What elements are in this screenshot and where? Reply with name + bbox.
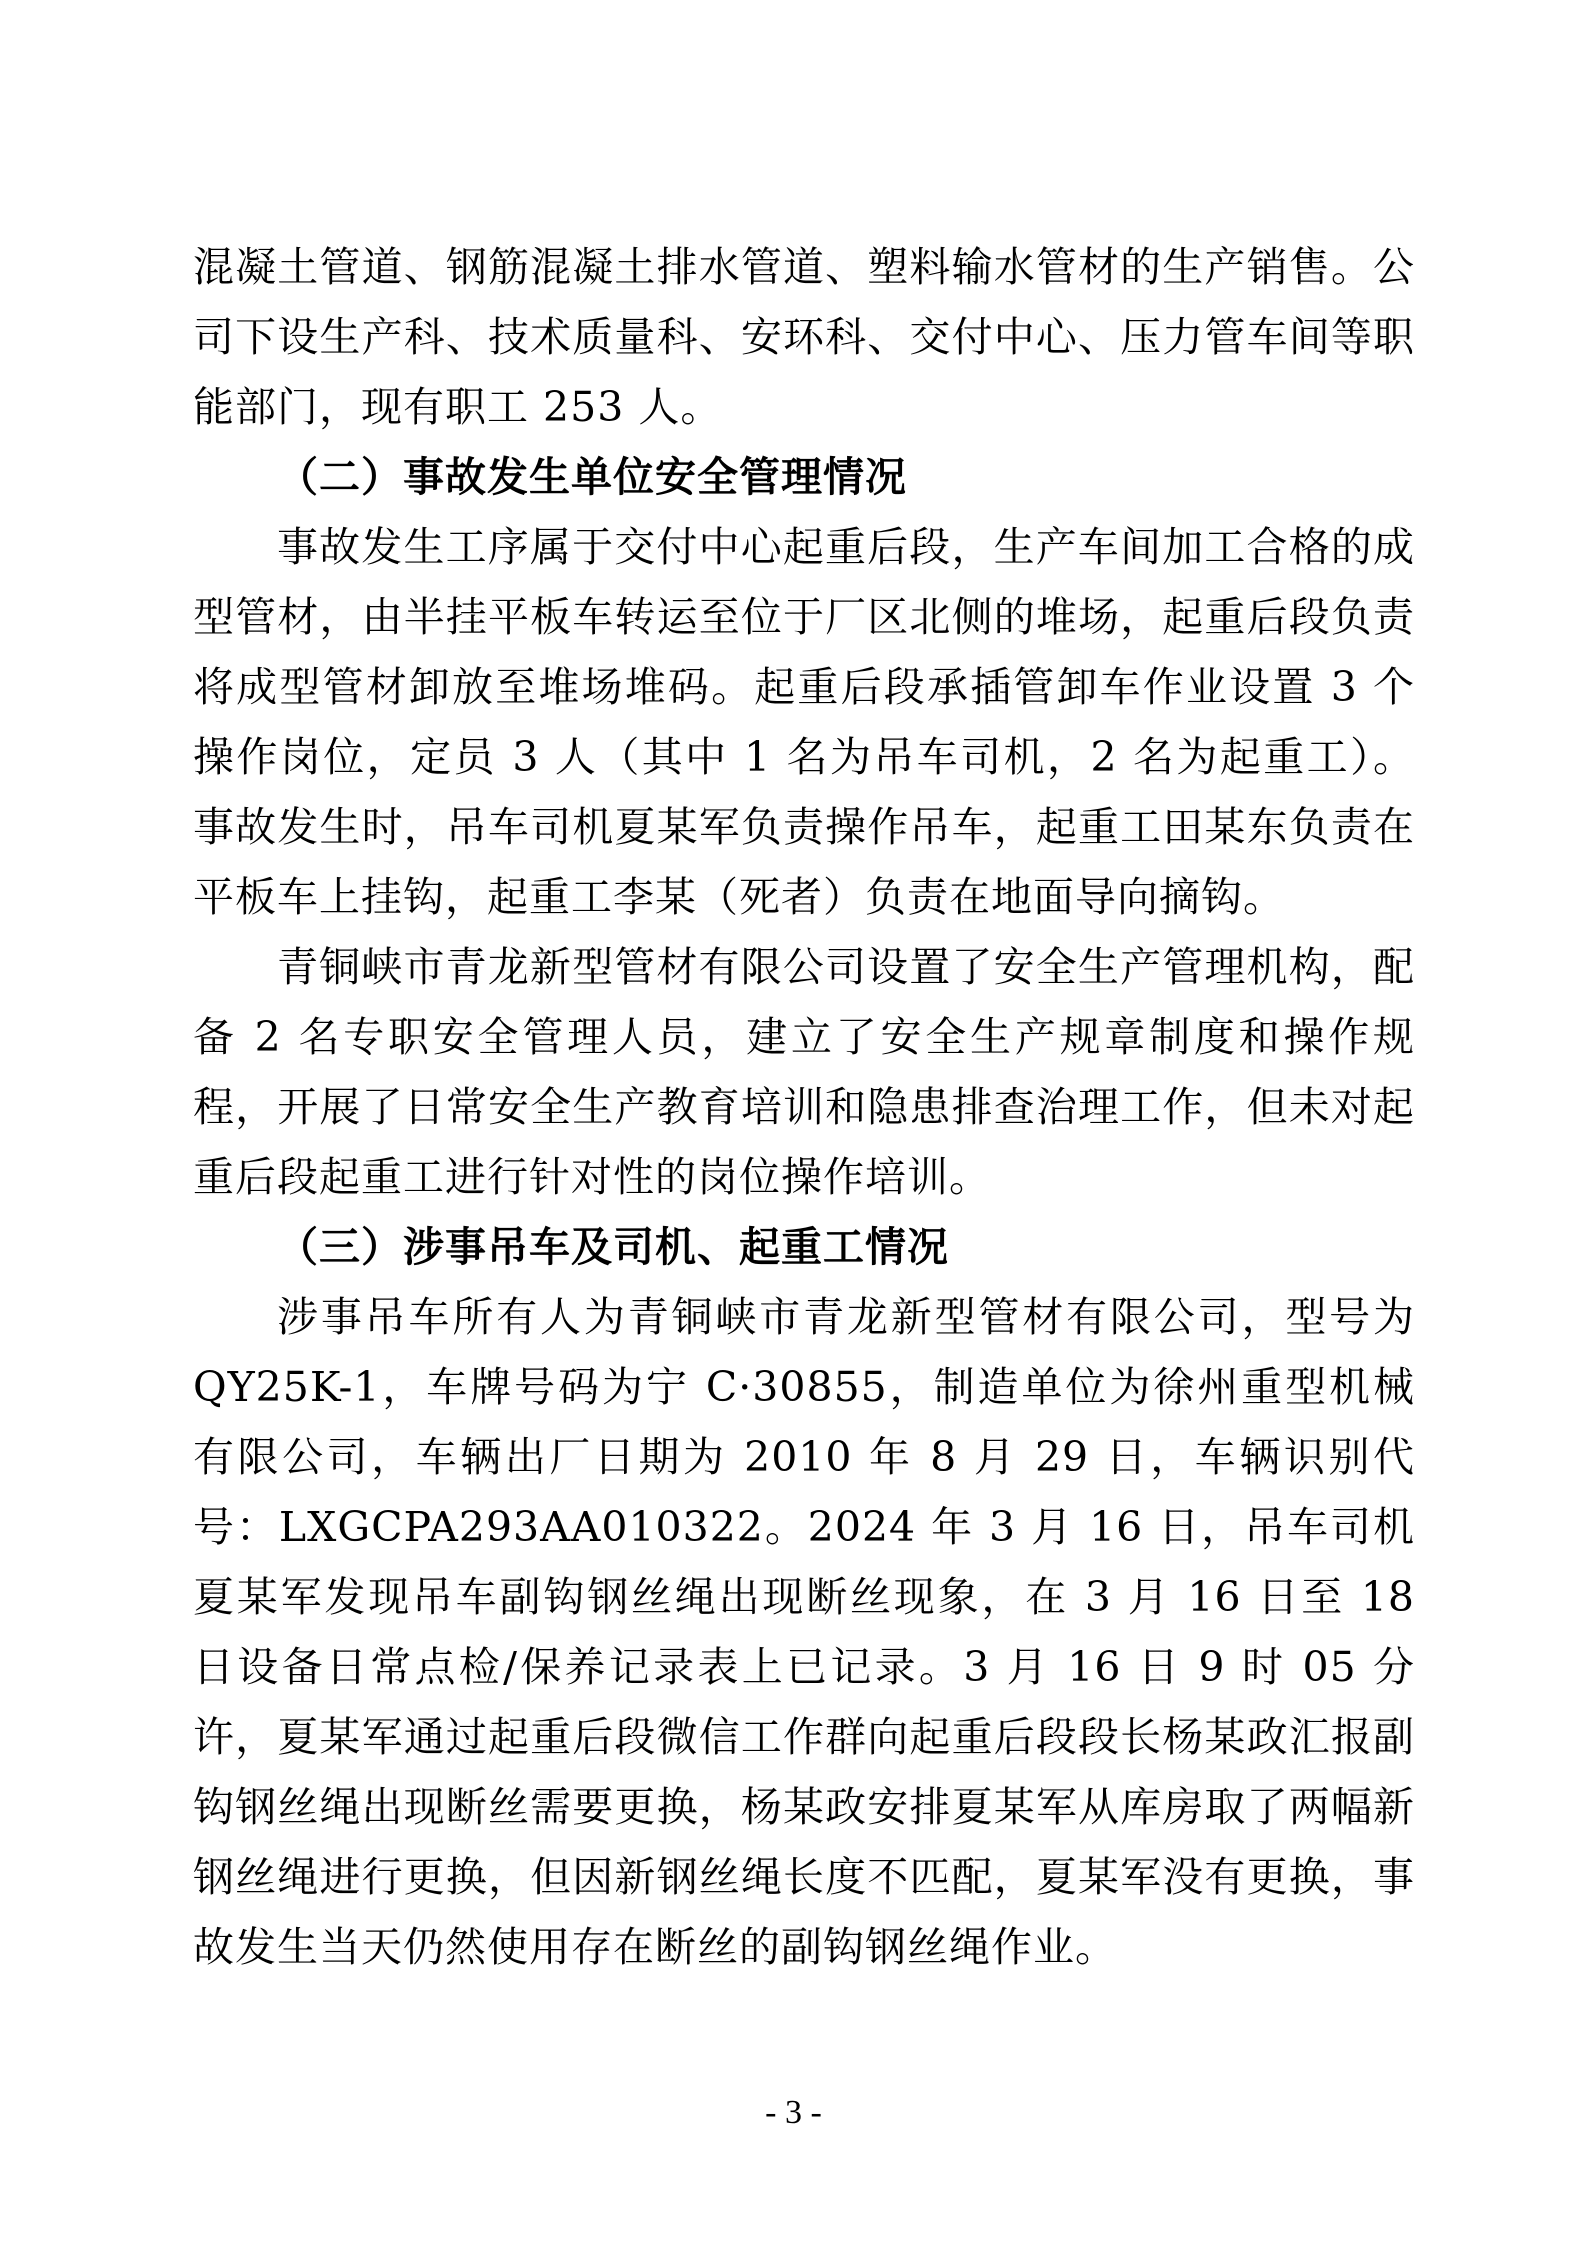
page-number: - 3 - — [765, 2094, 822, 2131]
section-heading-safety-management: （二）事故发生单位安全管理情况 — [277, 453, 907, 501]
paragraph-process-description: 事故发生工序属于交付中心起重后段，生产车间加工合格的成型管材，由半挂平板车转运至位于厂区北侧的堆场，起重后段负责将成型管材卸放至堆场堆码。起重后段承插管卸车作业设置 3 个操作岗位，定员 3 人（其中 1 名为吊车司机，2 名为起重工）。事故发生时，吊车司机夏某军负责操作吊车，起重工田某东负责在平板车上挂钩，起重工李某（死者）负责在地面导向摘钩。 — [193, 523, 1415, 921]
paragraph-safety-organization: 青铜峡市青龙新型管材有限公司设置了安全生产管理机构，配备 2 名专职安全管理人员，建立了安全生产规章制度和操作规程，开展了日常安全生产教育培训和隐患排查治理工作，但未对起重后段起重工进行针对性的岗位操作培训。 — [193, 943, 1415, 1201]
paragraph-company-intro: 混凝土管道、钢筋混凝土排水管道、塑料输水管材的生产销售。公司下设生产科、技术质量科、安环科、交付中心、压力管车间等职能部门，现有职工 253 人。 — [193, 243, 1415, 431]
paragraph-crane-details: 涉事吊车所有人为青铜峡市青龙新型管材有限公司，型号为 QY25K-1，车牌号码为宁 C·30855，制造单位为徐州重型机械有限公司，车辆出厂日期为 2010 年 8 月 29 日，车辆识别代号：LXGCPA293AA010322。2024 年 3 月 16 日，吊车司机夏某军发现吊车副钩钢丝绳出现断丝现象，在 3 月 16 日至 18 日设备日常点检/保养记录表上已记录。3 月 16 日 9 时 05 分许，夏某军通过起重后段微信工作群向起重后段段长杨某政汇报副钩钢丝绳出现断丝需要更换，杨某政安排夏某军从库房取了两幅新钢丝绳进行更换，但因新钢丝绳长度不匹配，夏某军没有更换，事故发生当天仍然使用存在断丝的副钩钢丝绳作业。 — [193, 1293, 1415, 1971]
body-text — [193, 232, 1415, 1982]
section-heading-crane-driver: （三）涉事吊车及司机、起重工情况 — [277, 1223, 949, 1271]
